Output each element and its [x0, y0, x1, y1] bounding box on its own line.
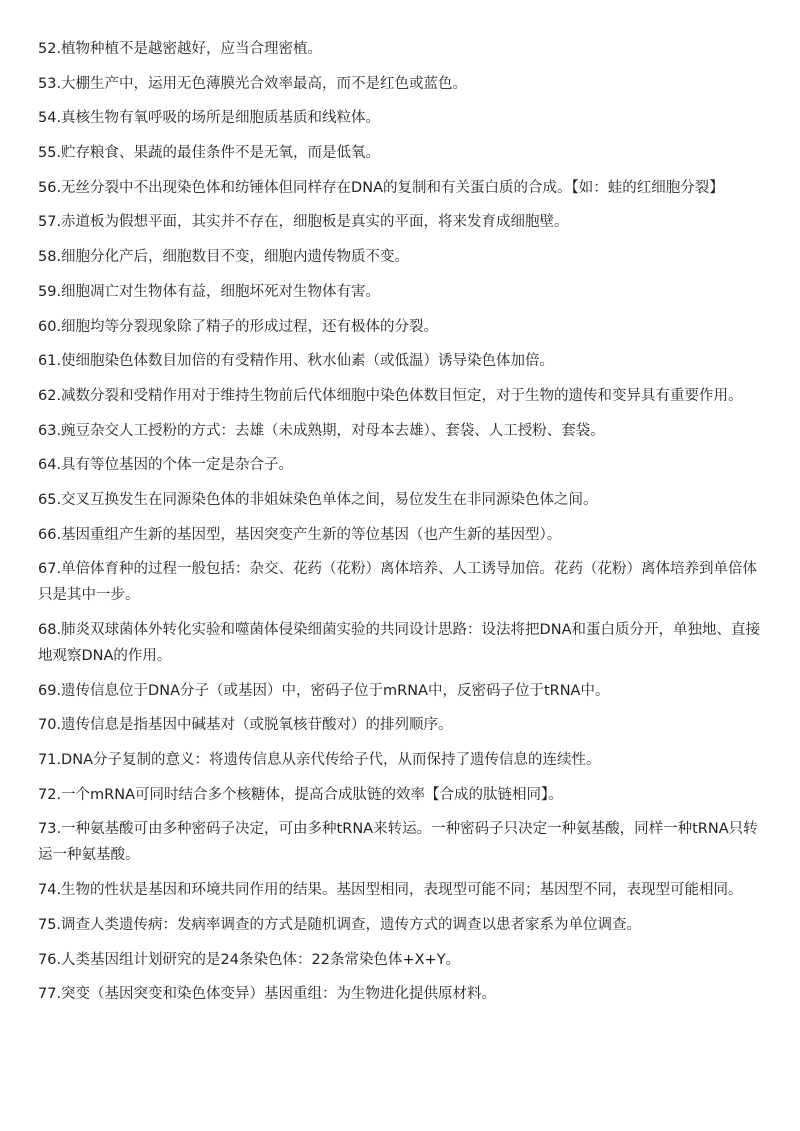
note-item-72: 72.一个mRNA可同时结合多个核糖体，提高合成肽链的效率【合成的肽链相同】。	[38, 786, 563, 803]
note-item-75: 75.调查人类遗传病：发病率调查的方式是随机调查，遗传方式的调查以患者家系为单位调查。	[38, 916, 642, 933]
note-item-70: 70.遗传信息是指基因中碱基对（或脱氧核苷酸对）的排列顺序。	[38, 717, 453, 734]
note-item-73: 73.一种氨基酸可由多种密码子决定，可由多种tRNA来转运。一种密码子只决定一种氨基酸，同样一种tRNA只转运一种氨基酸。	[38, 821, 758, 864]
note-item-67: 67.单倍体育种的过程一般包括：杂交、花药（花粉）离体培养、人工诱导加倍。花药（花粉）离体培养到单倍体只是其中一步。	[38, 561, 758, 604]
note-item-55: 55.贮存粮食、果蔬的最佳条件不是无氧，而是低氧。	[38, 145, 381, 162]
note-item-63: 63.豌豆杂交人工授粉的方式：去雄（未成熟期，对母本去雄）、套袋、人工授粉、套袋。	[38, 422, 605, 439]
note-item-59: 59.细胞凋亡对生物体有益，细胞坏死对生物体有害。	[38, 283, 381, 300]
note-item-69: 69.遗传信息位于DNA分子（或基因）中，密码子位于mRNA中，反密码子位于tRNA中。	[38, 682, 610, 699]
note-item-71: 71.DNA分子复制的意义：将遗传信息从亲代传给子代，从而保持了遗传信息的连续性。	[38, 752, 601, 769]
note-item-65: 65.交叉互换发生在同源染色体的非姐妹染色单体之间，易位发生在非同源染色体之间。	[38, 491, 598, 508]
note-item-77: 77.突变（基因突变和染色体变异）基因重组：为生物进化提供原材料。	[38, 986, 497, 1003]
note-item-58: 58.细胞分化产后，细胞数目不变，细胞内遗传物质不变。	[38, 249, 410, 266]
note-item-62: 62.减数分裂和受精作用对于维持生物前后代体细胞中染色体数目恒定，对于生物的遗传和变异具有重要作用。	[38, 387, 743, 404]
note-item-57: 57.赤道板为假想平面，其实并不存在，细胞板是真实的平面，将来发育成细胞壁。	[38, 214, 569, 231]
note-item-66: 66.基因重组产生新的基因型，基因突变产生新的等位基因（也产生新的基因型）。	[38, 526, 562, 543]
note-item-52: 52.植物种植不是越密越好，应当合理密植。	[38, 41, 323, 57]
note-item-60: 60.细胞均等分裂现象除了精子的形成过程，还有极体的分裂。	[38, 318, 439, 335]
note-item-74: 74.生物的性状是基因和环境共同作用的结果。基因型相同，表现型可能不同；基因型不同，表现型可能相同。	[38, 882, 743, 899]
note-item-64: 64.具有等位基因的个体一定是杂合子。	[38, 457, 294, 474]
note-item-54: 54.真核生物有氧呼吸的场所是细胞质基质和线粒体。	[38, 110, 381, 127]
note-item-68: 68.肺炎双球菌体外转化实验和噬菌体侵染细菌实验的共同设计思路：设法将把DNA和蛋白质分开，单独地、直接地观察DNA的作用。	[38, 622, 760, 664]
note-item-56: 56.无丝分裂中不出现染色体和纺锤体但同样存在DNA的复制和有关蛋白质的合成。【如：蛙的红细胞分裂】	[38, 179, 724, 196]
note-item-76: 76.人类基因组计划研究的是24条染色体：22条常染色体+X+Y。	[38, 951, 461, 968]
note-item-61: 61.使细胞染色体数目加倍的有受精作用、秋水仙素（或低温）诱导染色体加倍。	[38, 353, 555, 370]
note-item-53: 53.大棚生产中，运用无色薄膜光合效率最高，而不是红色或蓝色。	[38, 75, 468, 92]
